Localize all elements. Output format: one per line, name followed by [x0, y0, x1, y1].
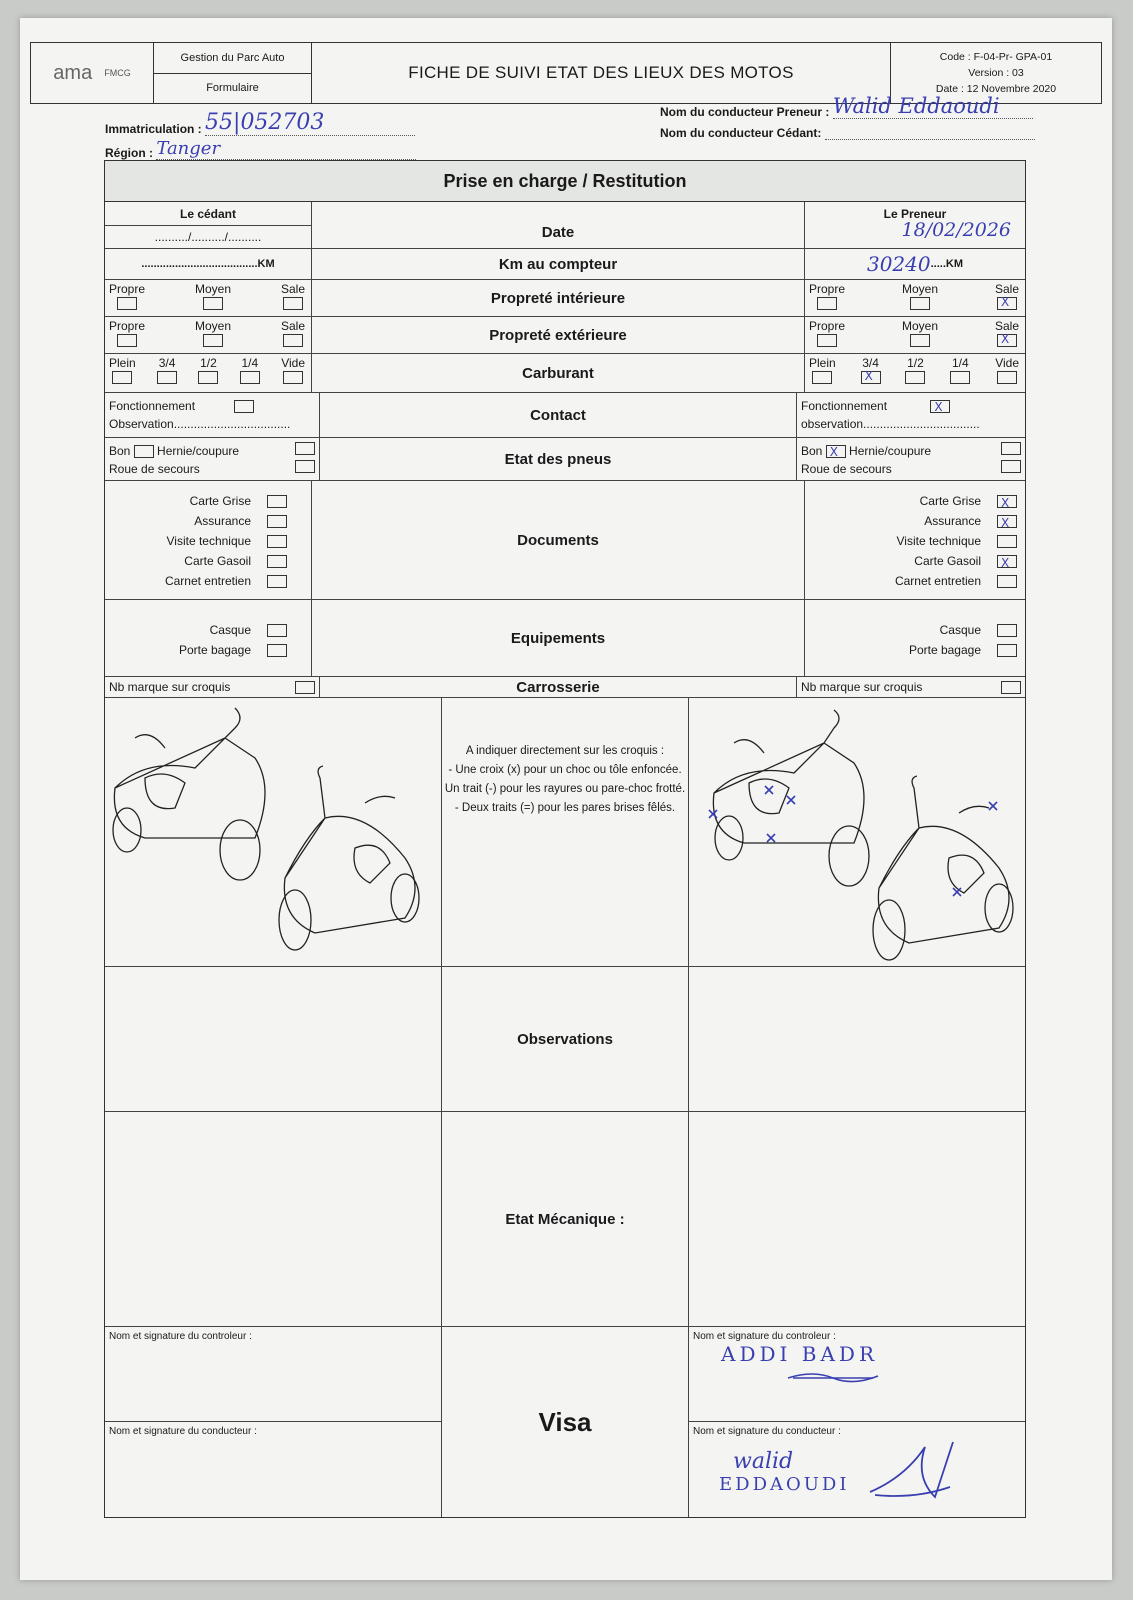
checkbox[interactable]	[267, 535, 287, 548]
row-contact	[105, 393, 1025, 438]
opt-label: Vide	[281, 356, 305, 370]
opt-label: 3/4	[862, 356, 879, 370]
scooter-drawing	[689, 698, 1025, 966]
checkbox[interactable]	[267, 644, 287, 657]
equip-label: Porte bagage	[178, 643, 251, 657]
dept-label: Gestion du Parc Auto	[154, 43, 311, 74]
fonctionnement-label: Fonctionnement	[801, 399, 888, 413]
km-unit: .....KM	[930, 258, 963, 270]
checkbox[interactable]	[295, 681, 315, 694]
doc-label: Assurance	[924, 514, 981, 528]
opt-label: Propre	[109, 282, 146, 296]
checkbox[interactable]	[910, 334, 930, 347]
form-title: FICHE DE SUIVI ETAT DES LIEUX DES MOTOS	[311, 43, 891, 103]
row-visa	[105, 1327, 1025, 1517]
cedant-value[interactable]	[825, 139, 1035, 140]
opt-label: Plein	[809, 356, 836, 370]
checkbox-checked[interactable]	[930, 400, 950, 413]
form-date: Date : 12 Novembre 2020	[935, 83, 1057, 95]
observation-cedant[interactable]: Observation...................................	[109, 417, 291, 431]
preneur-line	[660, 94, 1033, 119]
checkbox[interactable]	[997, 644, 1017, 657]
opt-label: Moyen	[194, 319, 232, 333]
scooter-sketch-preneur[interactable]	[689, 698, 1025, 966]
inspection-table	[104, 160, 1026, 1518]
sig-label: Nom et signature du controleur :	[693, 1331, 836, 1342]
opt-label: Sale	[280, 319, 305, 333]
pneus-label: Etat des pneus	[320, 438, 797, 480]
instruction-line: - Deux traits (=) pour les pares brises fêlés.	[454, 802, 676, 814]
row-sketches	[105, 698, 1025, 967]
sig-conducteur-preneur[interactable]	[689, 1422, 1025, 1518]
checkbox[interactable]	[812, 371, 832, 384]
row-carrosserie	[105, 677, 1025, 698]
observations-label: Observations	[442, 967, 689, 1111]
sig-controleur-preneur[interactable]	[689, 1327, 1025, 1422]
scooter-sketch-cedant[interactable]	[105, 698, 442, 966]
opt-label: Propre	[809, 282, 846, 296]
opt-label: Moyen	[194, 282, 232, 296]
opt-label: 1/2	[200, 356, 217, 370]
date-cedant[interactable]: ........../........../..........	[154, 230, 262, 244]
opt-label: Sale	[280, 282, 305, 296]
checkbox[interactable]	[283, 297, 303, 310]
checkbox[interactable]	[203, 297, 223, 310]
row-pneus	[105, 438, 1025, 481]
row-mecanique	[105, 1112, 1025, 1327]
bon-label: Bon	[801, 444, 823, 458]
doc-label: Carnet entretien	[164, 574, 251, 588]
row-observations	[105, 967, 1025, 1112]
checkbox[interactable]	[240, 371, 260, 384]
checkbox[interactable]	[1001, 460, 1021, 473]
cedant-head: Le cédant	[105, 202, 311, 226]
preneur-value[interactable]: Walid Eddaoudi	[832, 94, 1000, 118]
km-preneur[interactable]: 30240	[866, 252, 931, 276]
row-equipements	[105, 600, 1025, 677]
checkbox[interactable]	[157, 371, 177, 384]
conducteur-name-last: EDDAOUDI	[719, 1474, 850, 1495]
checkbox[interactable]	[817, 297, 837, 310]
checkbox[interactable]	[117, 334, 137, 347]
doc-label: Assurance	[194, 514, 251, 528]
roue-label: Roue de secours	[801, 462, 892, 476]
sig-label: Nom et signature du controleur :	[109, 1331, 252, 1342]
checkbox[interactable]	[997, 535, 1017, 548]
bon-label: Bon	[109, 444, 131, 458]
opt-label: 3/4	[158, 356, 176, 370]
logo-block	[31, 43, 311, 103]
date-label: Date	[312, 202, 805, 248]
mecanique-cedant[interactable]	[105, 1112, 442, 1326]
sig-label: Nom et signature du conducteur :	[109, 1426, 257, 1437]
checkbox[interactable]	[1001, 442, 1021, 455]
sig-controleur-cedant[interactable]	[105, 1327, 441, 1422]
logo-text: ama	[53, 61, 93, 84]
opt-label: Sale	[994, 319, 1019, 333]
row-prop-ext	[105, 317, 1025, 354]
region-label: Région :	[105, 146, 153, 160]
logo-sub: FMCG	[104, 68, 131, 78]
row-carburant	[105, 354, 1025, 393]
checkbox[interactable]	[295, 460, 315, 473]
checkbox-checked[interactable]	[861, 371, 881, 384]
opt-label: Sale	[994, 282, 1019, 296]
fonctionnement-label: Fonctionnement	[109, 399, 196, 413]
checkbox-checked[interactable]	[997, 555, 1017, 568]
company-logo	[31, 43, 154, 103]
instruction-line: - Une croix (x) pour un choc ou tôle enfoncée.	[448, 764, 682, 776]
opt-label: 1/2	[907, 356, 924, 370]
checkbox[interactable]	[997, 575, 1017, 588]
row-date	[105, 202, 1025, 249]
checkbox[interactable]	[997, 624, 1017, 637]
checkbox[interactable]	[198, 371, 218, 384]
opt-label: Propre	[809, 319, 846, 333]
carburant-label: Carburant	[312, 354, 805, 392]
checkbox[interactable]	[997, 371, 1017, 384]
km-cedant[interactable]: ......................................KM	[141, 258, 275, 270]
checkbox-checked[interactable]	[997, 495, 1017, 508]
scooter-drawing	[105, 698, 441, 966]
checkbox[interactable]	[1001, 681, 1021, 694]
doc-label: Visite technique	[896, 534, 981, 548]
hernie-label: Hernie/coupure	[849, 444, 932, 458]
equip-label: Casque	[939, 623, 981, 637]
instruction-line: Un trait (-) pour les rayures ou pare-choc frotté.	[444, 783, 686, 795]
equip-section-label: Equipements	[312, 600, 805, 676]
conducteur-signature	[865, 1437, 955, 1507]
prop-int-label: Propreté intérieure	[312, 280, 805, 316]
form-version: Version : 03	[968, 67, 1024, 79]
checkbox[interactable]	[203, 334, 223, 347]
checkbox[interactable]	[295, 442, 315, 455]
observation-preneur[interactable]: observation...................................	[801, 417, 980, 431]
opt-label: 1/4	[951, 356, 969, 370]
sig-conducteur-cedant[interactable]	[105, 1422, 441, 1518]
preneur-head: Le Preneur	[883, 207, 947, 221]
checkbox[interactable]	[267, 555, 287, 568]
cedant-label: Nom du conducteur Cédant:	[660, 126, 822, 140]
checkbox[interactable]	[267, 624, 287, 637]
nb-marque-label: Nb marque sur croquis	[801, 680, 923, 694]
opt-label: 1/4	[241, 356, 259, 370]
controleur-signature	[783, 1366, 883, 1388]
preneur-label: Nom du conducteur Preneur :	[660, 105, 830, 119]
region-line	[105, 138, 416, 160]
checkbox[interactable]	[234, 400, 254, 413]
prop-ext-label: Propreté extérieure	[312, 317, 805, 353]
conducteur-name-first: walid	[733, 1449, 794, 1474]
checkbox-checked[interactable]	[997, 515, 1017, 528]
mecanique-label: Etat Mécanique :	[442, 1112, 689, 1326]
cedant-line	[660, 126, 1035, 140]
roue-label: Roue de secours	[109, 462, 200, 476]
opt-label: Moyen	[901, 282, 939, 296]
controleur-name: ADDI BADR	[721, 1342, 879, 1366]
instruction-line: A indiquer directement sur les croquis :	[465, 745, 665, 757]
immat-value[interactable]: 55|052703	[205, 110, 325, 135]
equip-label: Porte bagage	[908, 643, 981, 657]
checkbox[interactable]	[905, 371, 925, 384]
doc-label: Visite technique	[166, 534, 251, 548]
nb-marque-label: Nb marque sur croquis	[109, 680, 231, 694]
checkbox[interactable]	[283, 334, 303, 347]
checkbox[interactable]	[267, 575, 287, 588]
sig-label: Nom et signature du conducteur :	[693, 1426, 841, 1437]
carrosserie-label: Carrosserie	[320, 677, 797, 697]
checkbox[interactable]	[117, 297, 137, 310]
region-value[interactable]: Tanger	[156, 138, 221, 159]
contact-label: Contact	[320, 393, 797, 437]
doc-label: Carte Gasoil	[914, 554, 981, 568]
checkbox[interactable]	[267, 495, 287, 508]
checkbox[interactable]	[817, 334, 837, 347]
checkbox[interactable]	[267, 515, 287, 528]
opt-label: Moyen	[901, 319, 939, 333]
form-code: Code : F-04-Pr- GPA-01	[939, 51, 1053, 63]
row-documents	[105, 481, 1025, 600]
checkbox-checked[interactable]	[826, 445, 846, 458]
row-prop-int	[105, 280, 1025, 317]
row-km	[105, 249, 1025, 280]
checkbox[interactable]	[134, 445, 154, 458]
form-type-label: Formulaire	[206, 82, 259, 95]
opt-label: Vide	[995, 356, 1019, 370]
documents-label: Documents	[312, 481, 805, 599]
immat-line	[105, 110, 415, 136]
checkbox[interactable]	[112, 371, 132, 384]
hernie-label: Hernie/coupure	[157, 444, 240, 458]
equip-label: Casque	[209, 623, 251, 637]
checkbox[interactable]	[950, 371, 970, 384]
doc-label: Carte Gasoil	[184, 554, 251, 568]
observations-cedant[interactable]	[105, 967, 442, 1111]
checkbox-checked[interactable]	[997, 297, 1017, 310]
opt-label: Propre	[109, 319, 146, 333]
opt-label: Plein	[109, 356, 136, 370]
checkbox-checked[interactable]	[997, 334, 1017, 347]
mecanique-preneur[interactable]	[689, 1112, 1025, 1326]
immat-label: Immatriculation :	[105, 122, 202, 136]
doc-label: Carte Grise	[919, 494, 981, 508]
doc-label: Carte Grise	[189, 494, 251, 508]
sketch-instructions	[442, 698, 689, 966]
table-title: Prise en charge / Restitution	[105, 161, 1025, 202]
checkbox[interactable]	[283, 371, 303, 384]
observations-preneur[interactable]	[689, 967, 1025, 1111]
date-preneur[interactable]: 18/02/2026	[901, 219, 1011, 241]
checkbox[interactable]	[910, 297, 930, 310]
visa-label: Visa	[442, 1327, 689, 1517]
km-label: Km au compteur	[312, 249, 805, 279]
doc-label: Carnet entretien	[894, 574, 981, 588]
